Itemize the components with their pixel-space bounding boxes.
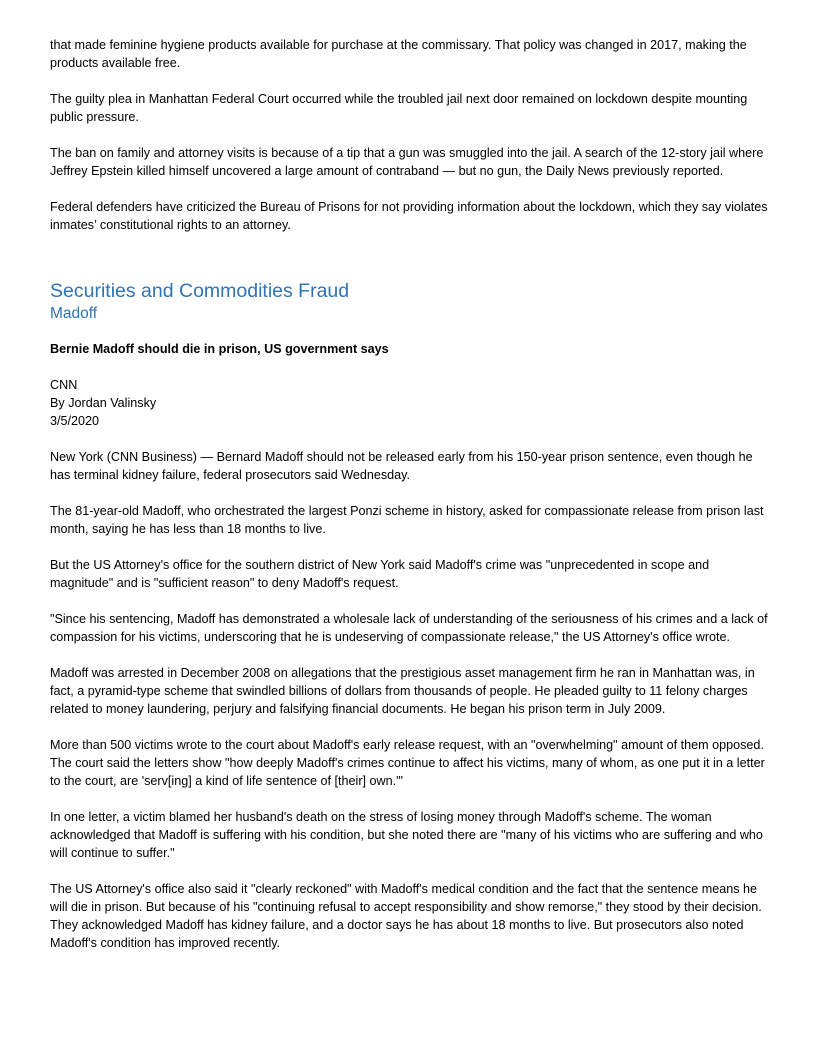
article-byline: By Jordan Valinsky xyxy=(50,396,157,410)
article-paragraph: The US Attorney's office also said it "clearly reckoned" with Madoff's medical condition and the fact that the sentence means he will die in prison. But because of his "continuing refusal to accept responsibility and show remorse," they stood by their decision. They acknowledged Madoff has kidney failure, and a doctor says he has about 18 months to live. But prosecutors also noted Madoff's condition has improved recently. xyxy=(50,882,762,950)
article-paragraph: New York (CNN Business) — Bernard Madoff should not be released early from his 150-year prison sentence, even though he has terminal kidney failure, federal prosecutors said Wednesday. xyxy=(50,450,753,482)
document-page xyxy=(50,36,770,952)
article-paragraph: The 81-year-old Madoff, who orchestrated the largest Ponzi scheme in history, asked for compassionate release from prison last month, saying he has less than 18 months to live. xyxy=(50,504,764,536)
section-subheading: Madoff xyxy=(50,305,98,322)
article-paragraph: More than 500 victims wrote to the court about Madoff's early release request, with an "overwhelming" amount of them opposed. The court said the letters show "how deeply Madoff's crimes continue to affect his victims, many of whom, as one put it in a letter to the court, are 'serv[ing] a kind of life sentence of [their] own.'" xyxy=(50,738,765,788)
article-paragraph: In one letter, a victim blamed her husband's death on the stress of losing money through Madoff's scheme. The woman acknowledged that Madoff is suffering with his condition, but she noted there are "many of his victims who are suffering and who will continue to suffer." xyxy=(50,810,763,860)
article-paragraph: "Since his sentencing, Madoff has demonstrated a wholesale lack of understanding of the seriousness of his crimes and a lack of compassion for his victims, underscoring that he is undeserving of compassionate release," the US Attorney's office wrote. xyxy=(50,612,768,644)
article-title: Bernie Madoff should die in prison, US government says xyxy=(50,342,389,356)
article-paragraph: Madoff was arrested in December 2008 on allegations that the prestigious asset management firm he ran in Manhattan was, in fact, a pyramid-type scheme that swindled billions of dollars from thousands of people. He pleaded guilty to 11 felony charges related to money laundering, perjury and falsifying financial documents. He began his prison term in July 2009. xyxy=(50,666,755,716)
section-heading: Securities and Commodities Fraud xyxy=(50,280,350,302)
article-source: CNN xyxy=(50,378,78,392)
body-paragraph: The ban on family and attorney visits is because of a tip that a gun was smuggled into the jail. A search of the 12-story jail where Jeffrey Epstein killed himself uncovered a large amount of contraband — but no gun, the Daily News previously reported. xyxy=(50,146,764,178)
article-date: 3/5/2020 xyxy=(50,414,100,428)
body-paragraph: that made feminine hygiene products available for purchase at the commissary. That policy was changed in 2017, making the products available free. xyxy=(50,38,747,70)
body-paragraph: Federal defenders have criticized the Bureau of Prisons for not providing information about the lockdown, which they say violates inmates’ constitutional rights to an attorney. xyxy=(50,200,768,232)
body-paragraph: The guilty plea in Manhattan Federal Court occurred while the troubled jail next door remained on lockdown despite mounting public pressure. xyxy=(50,92,748,124)
article-paragraph: But the US Attorney's office for the southern district of New York said Madoff's crime was "unprecedented in scope and magnitude" and is "sufficient reason" to deny Madoff's request. xyxy=(50,558,710,590)
